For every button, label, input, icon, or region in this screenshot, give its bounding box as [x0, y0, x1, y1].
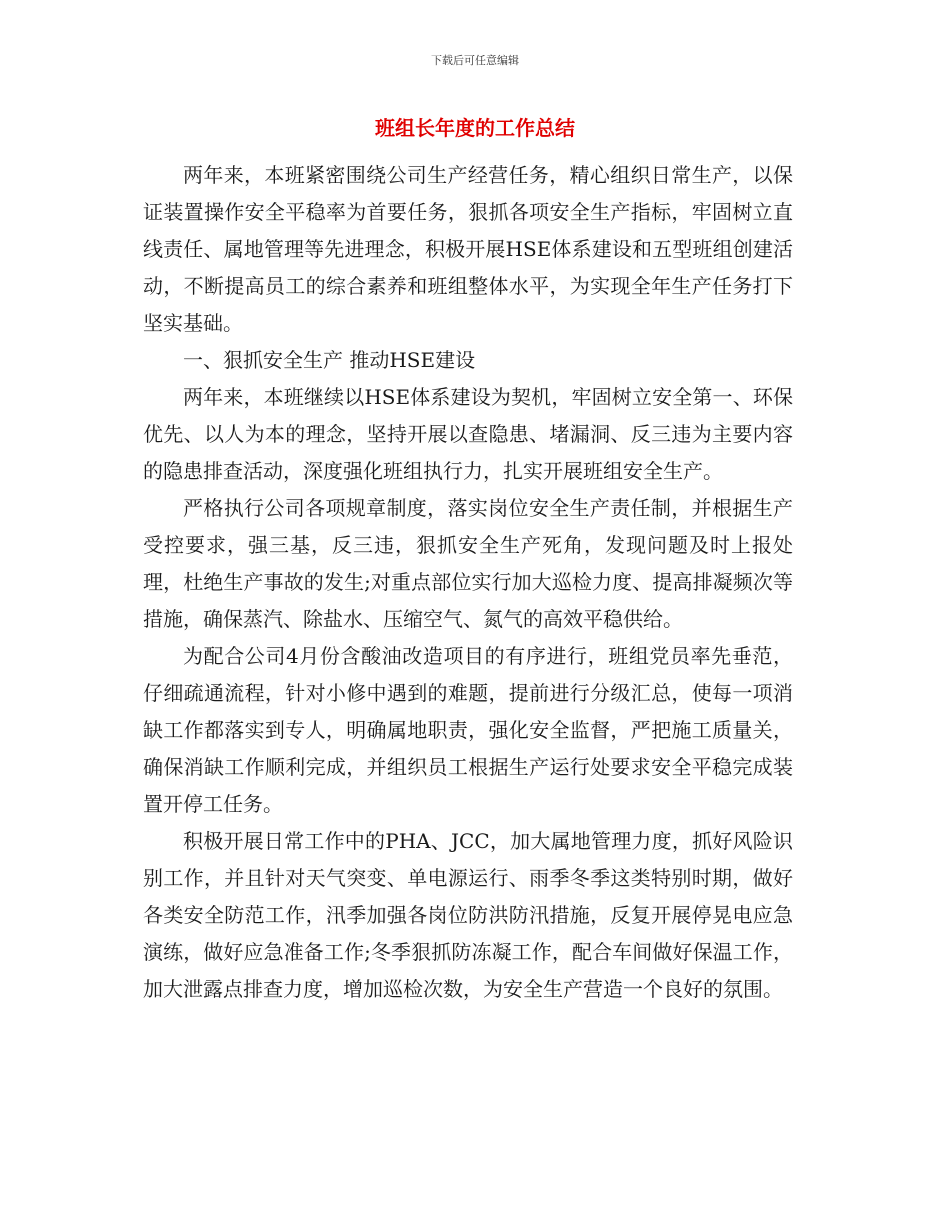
section-heading: 一、狠抓安全生产 推动HSE建设	[183, 348, 476, 372]
paragraph-renovation: 为配合公司4月份含酸油改造项目的有序进行，班组党员率先垂范，仔细疏通流程，针对小修中遇到的难题，提前进行分级汇总，使每一项消缺工作都落实到专人，明确属地职责，强化安全监督，严把施工质量关，确保消缺工作顺利完成，并组织员工根据生产运行处要求安全平稳完成装置开停工任务。	[143, 644, 793, 816]
paragraph-regulations: 严格执行公司各项规章制度，落实岗位安全生产责任制，并根据生产受控要求，强三基，反三违，狠抓安全生产死角，发现问题及时上报处理，杜绝生产事故的发生;对重点部位实行加大巡检力度、提高排凝频次等措施，确保蒸汽、除盐水、压缩空气、氮气的高效平稳供给。	[143, 496, 793, 631]
paragraph-daily-work: 积极开展日常工作中的PHA、JCC，加大属地管理力度，抓好风险识别工作，并且针对天气突变、单电源运行、雨季冬季这类特别时期，做好各类安全防范工作，汛季加强各岗位防洪防汛措施，反复开展停晃电应急演练，做好应急准备工作;冬季狠抓防冻凝工作，配合车间做好保温工作，加大泄露点排查力度，增加巡检次数，为安全生产营造一个良好的氛围。	[143, 829, 793, 1001]
document-title: 班组长年度的工作总结	[375, 116, 575, 140]
document-body	[143, 157, 793, 1008]
header-note: 下载后可任意编辑	[431, 54, 519, 67]
paragraph-intro: 两年来，本班紧密围绕公司生产经营任务，精心组织日常生产，以保证装置操作安全平稳率为首要任务，狠抓各项安全生产指标，牢固树立直线责任、属地管理等先进理念，积极开展HSE体系建设和五型班组创建活动，不断提高员工的综合素养和班组整体水平，为实现全年生产任务打下坚实基础。	[143, 163, 793, 335]
paragraph-hse: 两年来，本班继续以HSE体系建设为契机，牢固树立安全第一、环保优先、以人为本的理念，坚持开展以查隐患、堵漏洞、反三违为主要内容的隐患排查活动，深度强化班组执行力，扎实开展班组安全生产。	[143, 385, 793, 483]
